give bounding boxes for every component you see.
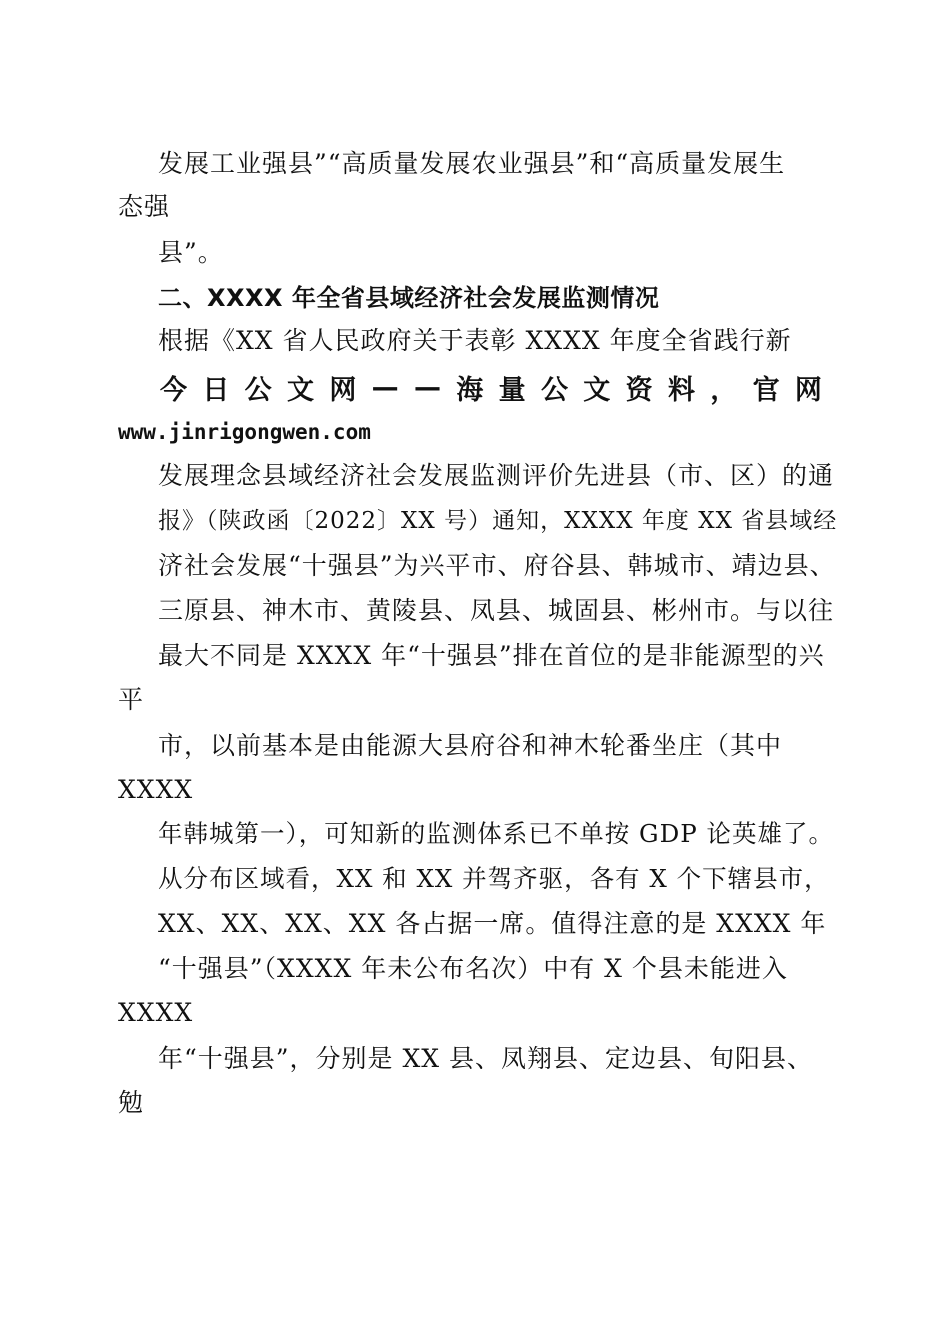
body-line-5: 根据《XX 省人民政府关于表彰 XXXX 年度全省践行新 xyxy=(158,326,792,355)
banner-char: 公 xyxy=(244,374,272,406)
banner-char: 资 xyxy=(625,374,653,406)
banner-char: 海 xyxy=(456,374,484,406)
body-line-15: XXXX xyxy=(118,775,194,804)
banner-char: 官 xyxy=(752,374,780,406)
body-line-18: XX、XX、XX、XX 各占据一席。值得注意的是 XXXX 年 xyxy=(158,909,827,938)
body-line-14: 市，以前基本是由能源大县府谷和神木轮番坐庄（其中 xyxy=(158,731,783,760)
banner-char: — xyxy=(371,371,399,403)
body-line-11: 三原县、神木市、黄陵县、凤县、城固县、彬州市。与以往 xyxy=(158,596,835,625)
banner-char: 公 xyxy=(540,374,568,406)
body-line-16: 年韩城第一），可知新的监测体系已不单按 GDP 论英雄了。 xyxy=(158,819,835,848)
body-line-13: 平 xyxy=(118,685,145,714)
banner-char: 料 xyxy=(667,374,695,406)
banner-char: 网 xyxy=(329,374,357,406)
watermark-banner xyxy=(160,370,822,404)
section-heading: 二、XXXX 年全省县域经济社会发展监测情况 xyxy=(158,284,660,312)
banner-char: — xyxy=(413,371,441,403)
banner-char: 网 xyxy=(794,374,822,406)
banner-char: 量 xyxy=(498,374,526,406)
banner-char: 日 xyxy=(202,374,230,406)
body-line-21: 年“十强县”，分别是 XX 县、凤翔县、定边县、旬阳县、 xyxy=(158,1044,814,1073)
body-line-17: 从分布区域看，XX 和 XX 并驾齐驱，各有 X 个下辖县市， xyxy=(158,864,830,893)
body-line-8: 发展理念县域经济社会发展监测评价先进县（市、区）的通 xyxy=(158,461,835,490)
body-line-1: 发展工业强县”“高质量发展农业强县”和“高质量发展生 xyxy=(158,149,786,178)
banner-char: 文 xyxy=(583,374,611,406)
banner-char: ， xyxy=(710,374,738,406)
banner-char: 今 xyxy=(160,374,187,406)
body-line-22: 勉 xyxy=(118,1088,145,1117)
body-line-12: 最大不同是 XXXX 年“十强县”排在首位的是非能源型的兴 xyxy=(158,641,825,670)
body-line-2: 态强 xyxy=(118,192,171,221)
website-link[interactable]: www.jinrigongwen.com xyxy=(118,420,371,444)
body-line-9: 报》（陕政函〔2022〕XX 号）通知，XXXX 年度 XX 省县域经 xyxy=(158,508,838,534)
body-line-20: XXXX xyxy=(118,998,194,1027)
body-line-3: 县”。 xyxy=(158,238,224,267)
banner-char: 文 xyxy=(286,374,314,406)
body-line-19: “十强县”（XXXX 年未公布名次）中有 X 个县未能进入 xyxy=(158,954,788,983)
body-line-10: 济社会发展“十强县”为兴平市、府谷县、韩城市、靖边县、 xyxy=(158,551,836,580)
